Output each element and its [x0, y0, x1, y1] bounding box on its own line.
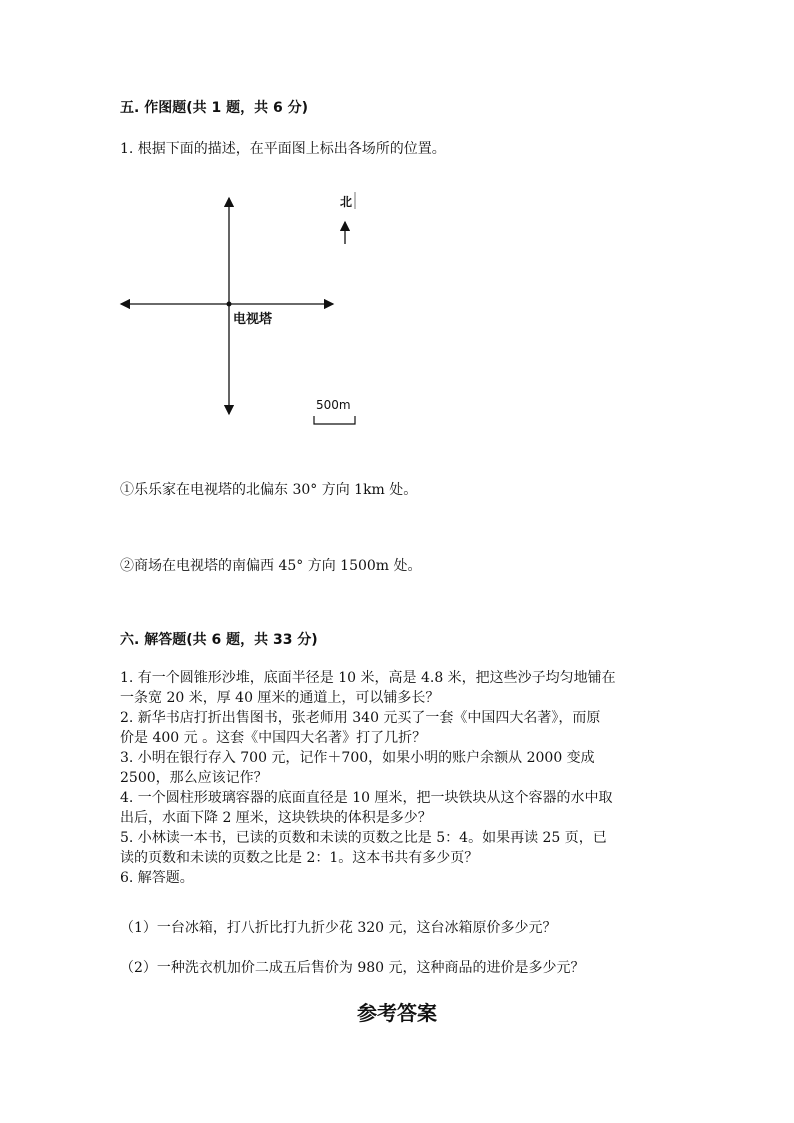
tv-tower-label: 电视塔: [233, 312, 273, 327]
scale-bar: [314, 416, 355, 424]
question-line: 1. 有一个圆锥形沙堆，底面半径是 10 米，高是 4.8 米，把这些沙子均匀地铺在: [120, 670, 616, 686]
section5-heading: 五. 作图题(共 1 题，共 6 分): [120, 100, 308, 116]
question-line: 2500，那么应该记作？: [120, 770, 268, 786]
answer-key-title: 参考答案: [357, 1001, 437, 1025]
question-line: 价是 400 元 。这套《中国四大名著》打了几折？: [120, 730, 427, 746]
section5-sub-1: ①乐乐家在电视塔的北偏东 30° 方向 1km 处。: [120, 482, 418, 498]
question-line: 4. 一个圆柱形玻璃容器的底面直径是 10 厘米，把一块铁块从这个容器的水中取: [120, 790, 613, 806]
section5-question-1: 1. 根据下面的描述，在平面图上标出各场所的位置。: [120, 141, 446, 157]
section6-sub-1: （1）一台冰箱，打八折比打九折少花 320 元，这台冰箱原价多少元？: [120, 920, 557, 936]
section6-sub-2: （2）一种洗衣机加价二成五后售价为 980 元，这种商品的进价是多少元？: [120, 960, 585, 976]
question-line: 读的页数和未读的页数之比是 2：1。这本书共有多少页？: [120, 850, 479, 866]
north-label: 北: [340, 195, 353, 209]
section6-question-list: [120, 668, 616, 888]
question-line: 出后，水面下降 2 厘米，这块铁块的体积是多少？: [120, 810, 432, 826]
section5-sub-2: ②商场在电视塔的南偏西 45° 方向 1500m 处。: [120, 558, 422, 574]
question-line: 6. 解答题。: [120, 870, 194, 886]
question-line: 一条宽 20 米，厚 40 厘米的通道上，可以铺多长？: [120, 690, 440, 706]
question-line: 2. 新华书店打折出售图书，张老师用 340 元买了一套《中国四大名著》，而原: [120, 710, 601, 726]
tv-tower-point: [227, 302, 232, 307]
question-line: 5. 小林读一本书，已读的页数和未读的页数之比是 5：4。如果再读 25 页，已: [120, 830, 607, 846]
scale-label: 500m: [316, 398, 351, 412]
section6-heading: 六. 解答题(共 6 题，共 33 分): [120, 632, 318, 648]
question-line: 3. 小明在银行存入 700 元，记作＋700，如果小明的账户余额从 2000 变成: [120, 750, 595, 766]
